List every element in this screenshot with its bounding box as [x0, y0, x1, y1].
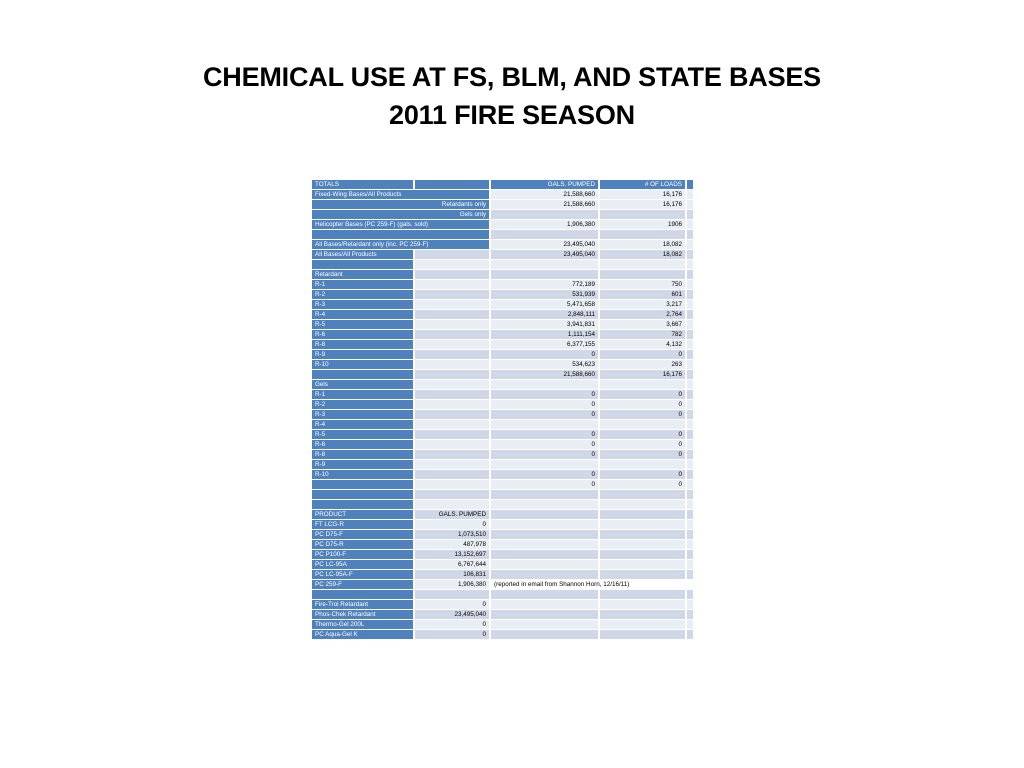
- table-row: [312, 190, 693, 199]
- table-row: [312, 560, 693, 569]
- region-label: R-6: [312, 330, 413, 339]
- region-label: R-10: [312, 360, 413, 369]
- product-name: FT LCG-R: [312, 520, 413, 529]
- gals-cell: 772,189: [491, 280, 598, 289]
- loads-cell: 782: [600, 330, 685, 339]
- brand-name: Fire-Trol Retardant: [312, 600, 413, 609]
- spacer-row: [312, 230, 693, 239]
- loads-total: 16,176: [600, 370, 685, 379]
- gals-cell: 0: [491, 410, 598, 419]
- table-row: [312, 460, 693, 469]
- product-gals: 1,906,380: [415, 580, 489, 589]
- region-label: R-1: [312, 280, 413, 289]
- gals-cell: 534,623: [491, 360, 598, 369]
- table-row: [312, 290, 693, 299]
- table-row: [312, 310, 693, 319]
- row-label: All Bases/Retardant only (inc. PC 259-F): [312, 240, 489, 249]
- gals-cell: [491, 210, 598, 219]
- table-row: [312, 550, 693, 559]
- region-label: R-4: [312, 310, 413, 319]
- table-row: [312, 400, 693, 409]
- product-name: PC LC-95A: [312, 560, 413, 569]
- loads-cell: 263: [600, 360, 685, 369]
- product-gals: 13,152,697: [415, 550, 489, 559]
- region-label: R-9: [312, 350, 413, 359]
- gels-total-row: [312, 480, 693, 489]
- gels-heading: Gels: [312, 380, 413, 389]
- gals-total: 21,588,660: [491, 370, 598, 379]
- gals-cell: 3,941,831: [491, 320, 598, 329]
- table-row: [312, 610, 693, 619]
- region-label: R-3: [312, 410, 413, 419]
- loads-cell: 750: [600, 280, 685, 289]
- loads-cell: 0: [600, 430, 685, 439]
- loads-cell: 16,176: [600, 200, 685, 209]
- loads-cell: 18,082: [600, 250, 685, 259]
- table-row: [312, 220, 693, 229]
- table-row: [312, 600, 693, 609]
- gals-cell: 2,848,111: [491, 310, 598, 319]
- table-row: [312, 540, 693, 549]
- region-label: R-1: [312, 390, 413, 399]
- region-label: R-8: [312, 340, 413, 349]
- region-label: R-5: [312, 320, 413, 329]
- title-line-2: 2011 FIRE SEASON: [389, 100, 635, 130]
- totals-header-row: [312, 180, 693, 189]
- gals-cell: 531,939: [491, 290, 598, 299]
- table-row: [312, 470, 693, 479]
- gals-cell: 0: [491, 400, 598, 409]
- product-gals: 0: [415, 520, 489, 529]
- gals-cell: [491, 420, 598, 429]
- brand-name: PC Aqua-Gel K: [312, 630, 413, 639]
- product-name: PC 259-F: [312, 580, 413, 589]
- row-label: Fixed-Wing Bases/All Products: [312, 190, 489, 199]
- table-row: [312, 210, 693, 219]
- retardant-heading: Retardant: [312, 270, 413, 279]
- product-gals: 487,978: [415, 540, 489, 549]
- gals-cell: 0: [491, 470, 598, 479]
- spacer-row: [312, 500, 693, 509]
- table-row: [312, 520, 693, 529]
- table-row: [312, 300, 693, 309]
- table-row: [312, 280, 693, 289]
- table-row: [312, 350, 693, 359]
- loads-cell: 0: [600, 350, 685, 359]
- gals-cell: 0: [491, 430, 598, 439]
- product-header: PRODUCT: [312, 510, 413, 519]
- spacer-row: [312, 590, 693, 599]
- loads-cell: 0: [600, 390, 685, 399]
- loads-cell: 0: [600, 410, 685, 419]
- retardant-total-row: [312, 370, 693, 379]
- chemical-use-table: [310, 179, 695, 640]
- product-note: (reported in email from Shannon Horn, 12/16/11): [491, 580, 693, 589]
- table-row: [312, 330, 693, 339]
- row-label: Helicopter Bases (PC 259-F) (gals. sold): [312, 220, 489, 229]
- product-name: PC D75-F: [312, 530, 413, 539]
- product-name: PC D75-R: [312, 540, 413, 549]
- brand-name: Phos-Chek Retardant: [312, 610, 413, 619]
- table-row: [312, 450, 693, 459]
- spacer-row: [312, 490, 693, 499]
- loads-cell: 601: [600, 290, 685, 299]
- brand-gals: 0: [415, 620, 489, 629]
- table-row: [312, 240, 693, 249]
- region-label: R-8: [312, 450, 413, 459]
- gals-cell: 6,377,155: [491, 340, 598, 349]
- gals-cell: 21,588,660: [491, 200, 598, 209]
- section-heading-row: [312, 270, 693, 279]
- gals-cell: [491, 460, 598, 469]
- product-gals: 6,767,644: [415, 560, 489, 569]
- region-label: R-10: [312, 470, 413, 479]
- product-gals-header: GALS. PUMPED: [415, 510, 489, 519]
- region-label: R-9: [312, 460, 413, 469]
- row-label: Retardants only: [312, 200, 489, 209]
- loads-cell: [600, 460, 685, 469]
- table-row: [312, 410, 693, 419]
- row-label: All Bases/All Products: [312, 250, 413, 259]
- region-label: R-5: [312, 430, 413, 439]
- gals-cell: 5,471,658: [491, 300, 598, 309]
- gals-cell: 1,906,380: [491, 220, 598, 229]
- loads-cell: 16,176: [600, 190, 685, 199]
- loads-cell: 3,667: [600, 320, 685, 329]
- table-row: [312, 570, 693, 579]
- table-row: [312, 340, 693, 349]
- brand-gals: 0: [415, 600, 489, 609]
- gals-total: 0: [491, 480, 598, 489]
- product-gals: 1,073,510: [415, 530, 489, 539]
- table-row: [312, 620, 693, 629]
- table-row: [312, 320, 693, 329]
- table-row: [312, 440, 693, 449]
- gals-cell: 23,495,040: [491, 240, 598, 249]
- loads-cell: 3,217: [600, 300, 685, 309]
- slide-title: [0, 58, 1024, 134]
- table-row: [312, 580, 693, 589]
- totals-label: TOTALS: [312, 180, 413, 189]
- table-row: [312, 420, 693, 429]
- spacer-row: [312, 260, 693, 269]
- gals-cell: 0: [491, 390, 598, 399]
- loads-cell: 1906: [600, 220, 685, 229]
- gals-cell: 0: [491, 350, 598, 359]
- brand-gals: 23,495,040: [415, 610, 489, 619]
- loads-cell: 0: [600, 470, 685, 479]
- product-gals: 106,831: [415, 570, 489, 579]
- title-line-1: CHEMICAL USE AT FS, BLM, AND STATE BASES: [202, 62, 821, 92]
- region-label: R-2: [312, 290, 413, 299]
- table-row: [312, 630, 693, 639]
- brand-gals: 0: [415, 630, 489, 639]
- loads-cell: 0: [600, 440, 685, 449]
- loads-cell: [600, 420, 685, 429]
- gals-pumped-header: GALS. PUMPED: [491, 180, 598, 189]
- table-row: [312, 430, 693, 439]
- loads-cell: 0: [600, 400, 685, 409]
- row-label: Gels only: [312, 210, 489, 219]
- table-row: [312, 390, 693, 399]
- loads-cell: 2,764: [600, 310, 685, 319]
- product-name: PC P100-F: [312, 550, 413, 559]
- table-row: [312, 530, 693, 539]
- region-label: R-2: [312, 400, 413, 409]
- gals-cell: 0: [491, 440, 598, 449]
- products-header-row: [312, 510, 693, 519]
- region-label: R-6: [312, 440, 413, 449]
- loads-total: 0: [600, 480, 685, 489]
- loads-header: # OF LOADS: [600, 180, 685, 189]
- region-label: R-3: [312, 300, 413, 309]
- loads-cell: 4,132: [600, 340, 685, 349]
- table-row: [312, 360, 693, 369]
- loads-cell: 0: [600, 450, 685, 459]
- loads-cell: [600, 210, 685, 219]
- table-row: [312, 250, 693, 259]
- gals-cell: 23,495,040: [491, 250, 598, 259]
- section-heading-row: [312, 380, 693, 389]
- product-name: PC LC-95A-F: [312, 570, 413, 579]
- region-label: R-4: [312, 420, 413, 429]
- loads-cell: 18,082: [600, 240, 685, 249]
- table-row: [312, 200, 693, 209]
- gals-cell: 1,111,154: [491, 330, 598, 339]
- gals-cell: 0: [491, 450, 598, 459]
- gals-cell: 21,588,660: [491, 190, 598, 199]
- brand-name: Thermo-Gel 200L: [312, 620, 413, 629]
